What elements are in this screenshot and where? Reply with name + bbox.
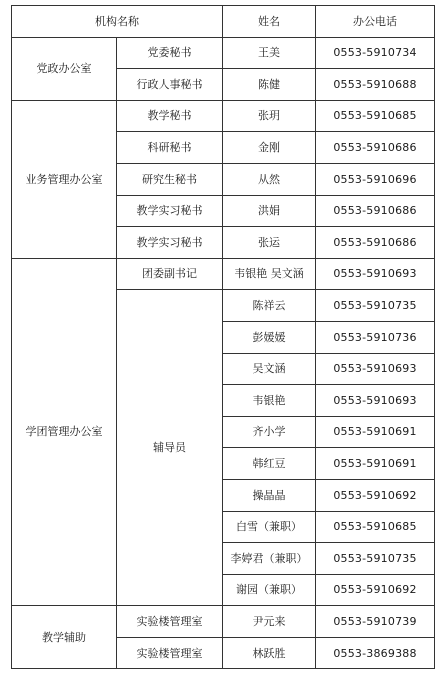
person-cell: 白雪（兼职）	[223, 511, 316, 543]
table-header-row	[12, 6, 435, 38]
phone-cell: 0553-5910692	[316, 479, 435, 511]
table-row	[12, 37, 435, 69]
phone-cell: 0553-5910734	[316, 37, 435, 69]
role-cell: 教学秘书	[117, 100, 223, 132]
person-cell: 吴文涵	[223, 353, 316, 385]
person-cell: 从然	[223, 163, 316, 195]
phone-cell: 0553-5910685	[316, 511, 435, 543]
person-cell: 韦银艳 吴文涵	[223, 258, 316, 290]
phone-cell: 0553-5910696	[316, 163, 435, 195]
contact-directory-table	[11, 5, 435, 669]
role-cell: 实验楼管理室	[117, 606, 223, 638]
role-cell: 党委秘书	[117, 37, 223, 69]
person-cell: 金刚	[223, 132, 316, 164]
role-cell: 实验楼管理室	[117, 637, 223, 669]
person-cell: 韦银艳	[223, 385, 316, 417]
phone-cell: 0553-5910685	[316, 100, 435, 132]
phone-cell: 0553-5910736	[316, 321, 435, 353]
header-office-phone: 办公电话	[316, 6, 435, 38]
role-cell: 研究生秘书	[117, 163, 223, 195]
role-cell: 教学实习秘书	[117, 227, 223, 259]
phone-cell: 0553-5910693	[316, 385, 435, 417]
phone-cell: 0553-3869388	[316, 637, 435, 669]
group-name: 业务管理办公室	[12, 100, 117, 258]
person-cell: 齐小学	[223, 416, 316, 448]
role-cell: 行政人事秘书	[117, 69, 223, 101]
person-cell: 彭媛媛	[223, 321, 316, 353]
header-person-name: 姓名	[223, 6, 316, 38]
phone-cell: 0553-5910691	[316, 416, 435, 448]
phone-cell: 0553-5910686	[316, 195, 435, 227]
person-cell: 谢园（兼职）	[223, 574, 316, 606]
phone-cell: 0553-5910688	[316, 69, 435, 101]
person-cell: 张玥	[223, 100, 316, 132]
person-cell: 张运	[223, 227, 316, 259]
phone-cell: 0553-5910691	[316, 448, 435, 480]
person-cell: 林跃胜	[223, 637, 316, 669]
person-cell: 李婷君（兼职）	[223, 543, 316, 575]
group-name: 学团管理办公室	[12, 258, 117, 606]
phone-cell: 0553-5910735	[316, 543, 435, 575]
role-cell: 教学实习秘书	[117, 195, 223, 227]
phone-cell: 0553-5910693	[316, 258, 435, 290]
person-cell: 韩红豆	[223, 448, 316, 480]
phone-cell: 0553-5910693	[316, 353, 435, 385]
phone-cell: 0553-5910735	[316, 290, 435, 322]
role-cell-counselor: 辅导员	[117, 290, 223, 606]
group-name: 教学辅助	[12, 606, 117, 669]
table-row	[12, 606, 435, 638]
person-cell: 王美	[223, 37, 316, 69]
person-cell: 陈健	[223, 69, 316, 101]
phone-cell: 0553-5910739	[316, 606, 435, 638]
phone-cell: 0553-5910692	[316, 574, 435, 606]
group-name: 党政办公室	[12, 37, 117, 100]
role-cell: 团委副书记	[117, 258, 223, 290]
role-cell: 科研秘书	[117, 132, 223, 164]
table-row	[12, 100, 435, 132]
table-row	[12, 258, 435, 290]
person-cell: 陈祥云	[223, 290, 316, 322]
person-cell: 操晶晶	[223, 479, 316, 511]
person-cell: 尹元来	[223, 606, 316, 638]
header-org-name: 机构名称	[12, 6, 223, 38]
phone-cell: 0553-5910686	[316, 132, 435, 164]
phone-cell: 0553-5910686	[316, 227, 435, 259]
person-cell: 洪娟	[223, 195, 316, 227]
